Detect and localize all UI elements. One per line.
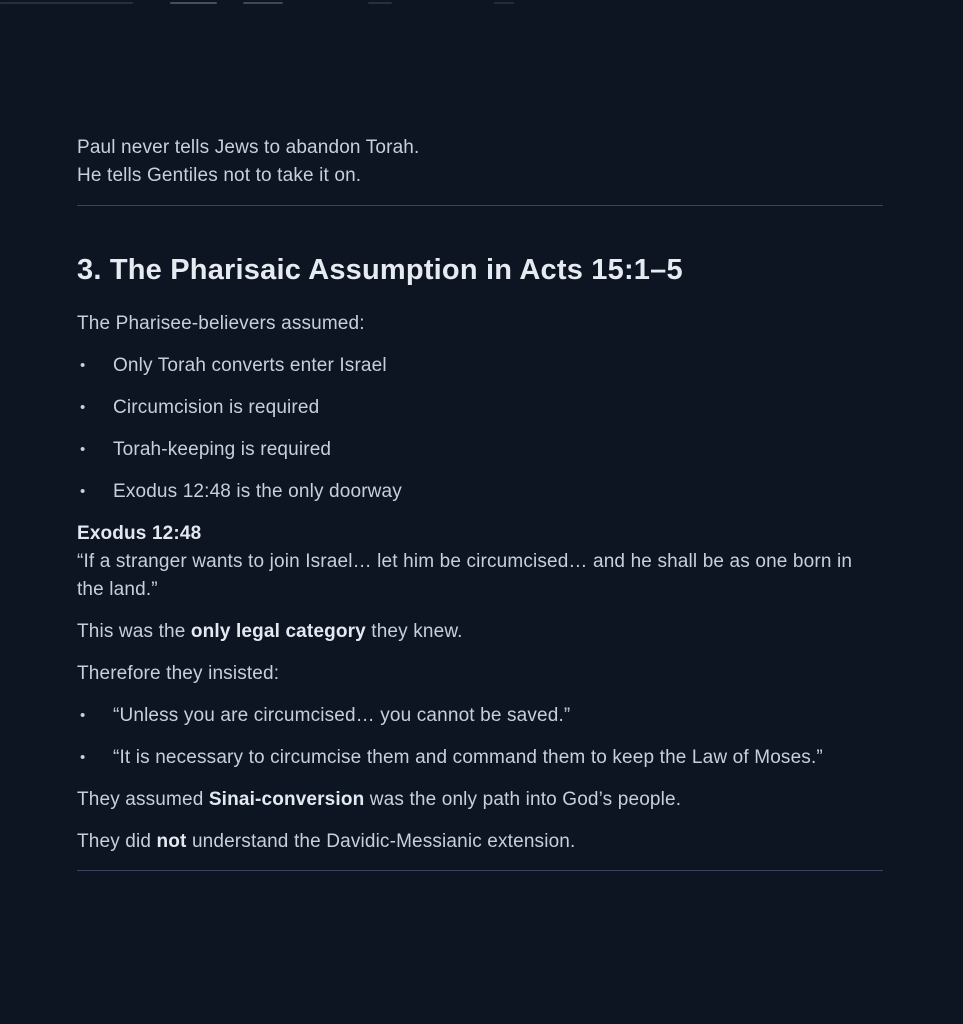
intro-paragraph: [77, 134, 883, 190]
legal-category-paragraph: This was the only legal category they knew.: [77, 621, 463, 642]
intro-line-2: He tells Gentiles not to take it on.: [77, 165, 362, 186]
list-item: [77, 352, 883, 380]
scripture-reference: Exodus 12:48: [77, 523, 202, 544]
bullet-icon: •: [80, 357, 86, 374]
list-item: [77, 702, 883, 730]
list-item: [77, 436, 883, 464]
davidic-conclusion-paragraph: They did not understand the Davidic-Messianic extension.: [77, 831, 576, 852]
list-item-text: “Unless you are circumcised… you cannot be saved.”: [113, 705, 571, 726]
insisted-list: [77, 702, 883, 772]
list-item: [77, 744, 883, 772]
bullet-icon: •: [80, 483, 86, 500]
section-divider-top: [77, 205, 883, 206]
bullet-icon: •: [80, 399, 86, 416]
assumptions-list: [77, 352, 883, 506]
scripture-quote: “If a stranger wants to join Israel… let him be circumcised… and he shall be as one born in the land.”: [77, 551, 853, 600]
list-item-text: “It is necessary to circumcise them and command them to keep the Law of Moses.”: [113, 747, 823, 768]
bullet-icon: •: [80, 707, 86, 724]
list-item-text: Circumcision is required: [113, 397, 320, 418]
sinai-conclusion-paragraph: They assumed Sinai-conversion was the only path into God’s people.: [77, 789, 682, 810]
intro-line-1: Paul never tells Jews to abandon Torah.: [77, 137, 420, 158]
list-item-text: Exodus 12:48 is the only doorway: [113, 481, 402, 502]
bullet-icon: •: [80, 749, 86, 766]
scripture-paragraph: [77, 520, 883, 604]
insisted-lead-paragraph: Therefore they insisted:: [77, 663, 280, 684]
section-divider-bottom: [77, 870, 883, 871]
bullet-icon: •: [80, 441, 86, 458]
list-item-text: Only Torah converts enter Israel: [113, 355, 387, 376]
list-item-text: Torah-keeping is required: [113, 439, 332, 460]
section-heading: 3. The Pharisaic Assumption in Acts 15:1–5: [77, 254, 683, 286]
list-item: [77, 478, 883, 506]
list-item: [77, 394, 883, 422]
lead-paragraph: The Pharisee-believers assumed:: [77, 313, 365, 334]
